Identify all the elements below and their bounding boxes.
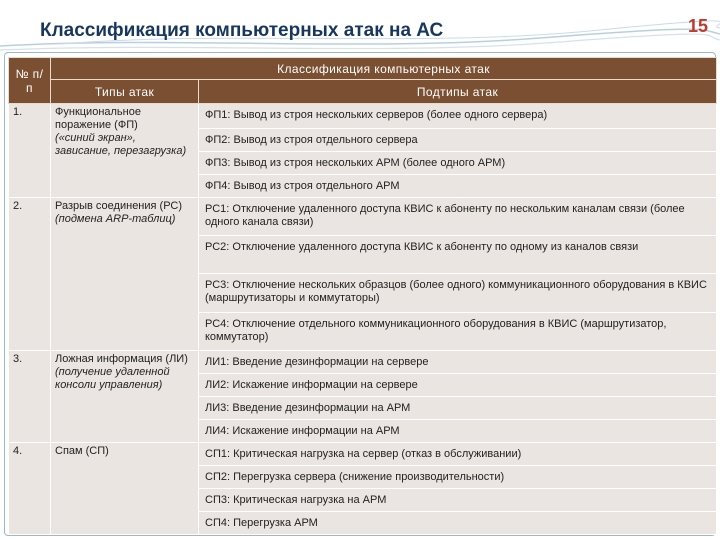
attack-subtype: СП4: Перегрузка АРМ xyxy=(199,512,717,535)
attack-subtype: ФП3: Вывод из строя нескольких АРМ (более одного АРМ) xyxy=(199,152,717,175)
page-number: 15 xyxy=(687,16,708,36)
attack-subtype: ЛИ3: Введение дезинформации на АРМ xyxy=(199,397,717,420)
attack-subtype: ФП4: Вывод из строя отдельного АРМ xyxy=(199,175,717,198)
attack-type-name: Спам (СП) xyxy=(55,445,109,457)
attack-type-name: Разрыв соединения (РС) xyxy=(55,200,183,212)
attack-type-cell xyxy=(51,351,199,443)
header-group: Классификация компьютерных атак xyxy=(51,58,717,80)
attack-subtype: РС4: Отключение отдельного коммуникационного оборудования в КВИС (маршрутизатор, коммутатор) xyxy=(199,313,717,351)
attack-type-cell xyxy=(51,443,199,535)
header-num: № п/п xyxy=(9,58,51,104)
table-row xyxy=(9,443,717,466)
table-row xyxy=(9,351,717,374)
attack-subtype: ЛИ2: Искажение информации на сервере xyxy=(199,374,717,397)
attack-type-note: (получение удаленной консоли управления) xyxy=(55,366,170,391)
attack-type-cell xyxy=(51,104,199,198)
attack-subtype: РС3: Отключение нескольких образцов (более одного) коммуникационного оборудования в КВИС (маршрутизаторы и коммутаторы) xyxy=(199,274,717,313)
slide-title: Классификация компьютерных атак на АС xyxy=(40,20,444,41)
row-number: 1. xyxy=(9,104,51,198)
attack-subtype: СП2: Перегрузка сервера (снижение производительности) xyxy=(199,466,717,489)
attack-subtype: ЛИ1: Введение дезинформации на сервере xyxy=(199,351,717,374)
attack-subtype: ФП2: Вывод из строя отдельного сервера xyxy=(199,129,717,152)
table-row xyxy=(9,198,717,236)
attack-classification-table xyxy=(8,57,717,535)
attack-subtype: СП1: Критическая нагрузка на сервер (отказ в обслуживании) xyxy=(199,443,717,466)
table-row xyxy=(9,104,717,129)
attack-subtype: СП3: Критическая нагрузка на АРМ xyxy=(199,489,717,512)
attack-type-cell xyxy=(51,198,199,351)
header-subtypes: Подтипы атак xyxy=(199,80,717,104)
attack-subtype: ФП1: Вывод из строя нескольких серверов (более одного сервера) xyxy=(199,104,717,129)
attack-subtype: РС2: Отключение удаленного доступа КВИС к абоненту по одному из каналов связи xyxy=(199,236,717,274)
attack-type-name: Ложная информация (ЛИ) xyxy=(55,353,188,365)
attack-type-name: Функциональное поражение (ФП) xyxy=(55,106,141,131)
row-number: 4. xyxy=(9,443,51,535)
row-number: 3. xyxy=(9,351,51,443)
row-number: 2. xyxy=(9,198,51,351)
attack-subtype: РС1: Отключение удаленного доступа КВИС к абоненту по нескольким каналам связи (более одного канала связи) xyxy=(199,198,717,236)
attack-subtype: ЛИ4: Искажение информации на АРМ xyxy=(199,420,717,443)
header-types: Типы атак xyxy=(51,80,199,104)
attack-type-note: (подмена ARP-таблиц) xyxy=(55,213,176,225)
attack-type-note: («синий экран», зависание, перезагрузка) xyxy=(55,132,187,157)
